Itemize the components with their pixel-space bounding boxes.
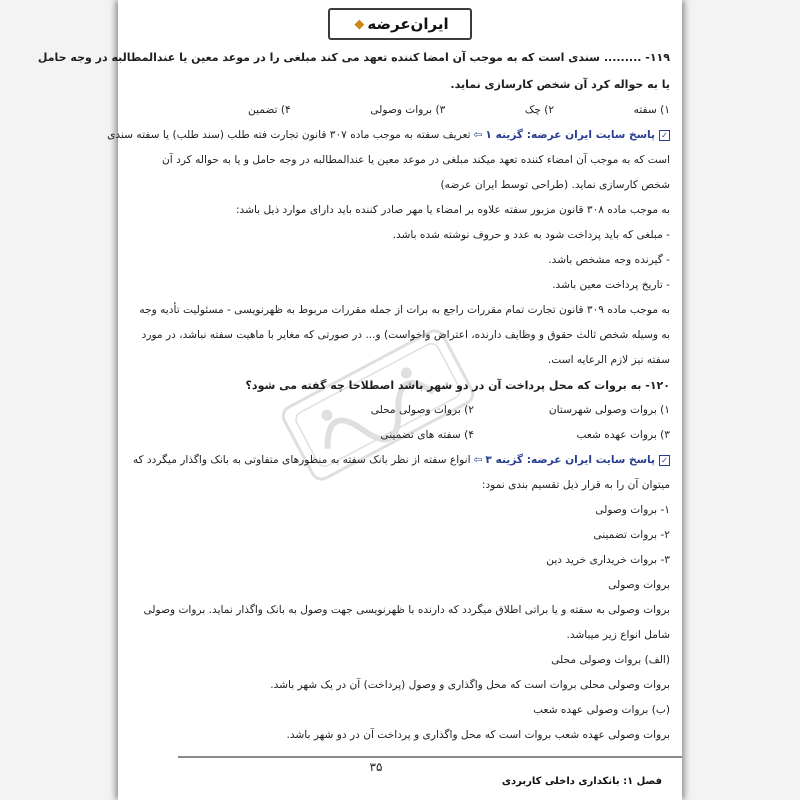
list-item: ۳- بروات خریداری خرید دین <box>546 554 670 566</box>
answer-text: انواع سفته از نظر بانک سفته به منظورهای متفاوتی به بانک واگذار میگردد که <box>132 454 471 466</box>
option: ۳) بروات وصولی <box>370 104 446 116</box>
answer-119-bullet: - تاریخ پرداخت معین باشد. <box>552 279 670 291</box>
answer-119-line10: سفته نیز لازم الرعایه است. <box>547 354 670 366</box>
question-120-options-row1 <box>128 398 670 423</box>
option: ۲) بروات وصولی محلی <box>370 404 474 416</box>
option: ۱) سفته <box>633 104 670 116</box>
document-page <box>37 0 682 800</box>
right-margin <box>682 0 800 800</box>
answer-119-line9: به وسیله شخص ثالث حقوق و وظایف دارنده، اعتراض واخواست) و... در صورتی که مغایر با ماهیت سفته نباشد، در مورد <box>141 329 670 341</box>
subheading: (ب) بروات وصولی عهده شعب <box>533 704 670 716</box>
left-margin <box>0 0 118 800</box>
option: ۳) بروات عهده شعب <box>576 429 670 441</box>
list-item: ۲- بروات تضمینی <box>593 529 670 541</box>
answer-text: تعریف سفته به موجب ماده ۳۰۷ قانون تجارت فته طلب (سند طلب) یا سفته سندی <box>107 129 471 141</box>
checkbox-icon: ✓ <box>659 130 670 141</box>
logo <box>328 8 472 40</box>
question-119-options <box>128 98 670 123</box>
answer-120-line1 <box>128 448 670 473</box>
paragraph-line: شامل انواع زیر میباشد. <box>566 629 670 641</box>
answer-119-line4: به موجب ماده ۳۰۸ قانون مزبور سفته علاوه بر امضاء یا مهر صادر کننده باید دارای موارد ذیل باشد: <box>235 204 670 216</box>
list-item: ۱- بروات وصولی <box>595 504 670 516</box>
paragraph-line: بروات وصولی محلی بروات است که محل واگذاری و وصول (پرداخت) آن در یک شهر باشد. <box>270 679 670 691</box>
question-120: ۱۲۰- به بروات که محل پرداخت آن در دو شهر باشد اصطلاحا چه گفته می شود؟ <box>245 379 670 392</box>
option: ۲) چک <box>524 104 555 116</box>
arrow-left-icon: ⇦ <box>473 454 483 466</box>
checkbox-icon: ✓ <box>659 455 670 466</box>
answer-label: پاسخ سایت ایران عرضه: گزینه ۳ <box>485 454 655 466</box>
option: ۴) سفته های تضمینی <box>380 429 474 441</box>
logo-text: ایران‌عرضه <box>367 15 449 33</box>
question-120-options-row2 <box>128 423 670 448</box>
option: ۱) بروات وصولی شهرستان <box>548 404 670 416</box>
page-content <box>37 44 670 748</box>
answer-119-line2: است که به موجب آن امضاء کننده تعهد میکند مبلغی در موعد معین یا عندالمطالبه در وجه حامل و یا به حواله کرد آن <box>162 154 670 166</box>
answer-120-line2: میتوان آن را به قرار ذیل تقسیم بندی نمود: <box>481 479 670 491</box>
option: ۴) تضمین <box>248 104 291 116</box>
answer-119-bullet: - مبلغی که باید پرداخت شود به عدد و حروف نوشته شده باشد. <box>392 229 670 241</box>
footer-divider <box>178 756 682 758</box>
subheading: (الف) بروات وصولی محلی <box>551 654 670 666</box>
chapter-title: فصل ۱: بانکداری داخلی کاربردی <box>501 776 662 787</box>
section-heading: بروات وصولی <box>608 579 670 591</box>
answer-119-bullet: - گیرنده وجه مشخص باشد. <box>548 254 670 266</box>
page-number: ۳۵ <box>369 760 383 774</box>
answer-label: پاسخ سایت ایران عرضه: گزینه ۱ <box>485 129 655 141</box>
answer-119-line1 <box>107 123 670 148</box>
answer-119-line8: به موجب ماده ۳۰۹ قانون تجارت تمام مقررات راجع به برات از جمله مقررات مربوط به ظهرنویسی - مسئولیت تأدیه وجه <box>139 304 670 316</box>
question-119-line2: یا به حواله کرد آن شخص کارسازی نماید. <box>450 78 670 91</box>
arrow-left-icon: ⇦ <box>473 129 483 141</box>
paragraph-line: بروات وصولی عهده شعب بروات است که محل واگذاری و پرداخت آن در دو شهر باشد. <box>286 729 670 741</box>
question-119-line1: ۱۱۹- ......... سندی است که به موجب آن امضا کننده تعهد می کند مبلغی را در موعد معین یا عندالمطالبه در وجه حامل <box>37 51 670 64</box>
paragraph-line: بروات وصولی به سفته و یا براتی اطلاق میگردد که دارنده با ظهرنویسی جهت وصول به بانک واگذار نماید. بروات وصولی <box>143 604 670 616</box>
logo-mark-icon: ◆ <box>354 16 365 32</box>
answer-119-line3: شخص کارسازی نماید. (طراحی توسط ایران عرضه) <box>440 179 670 191</box>
